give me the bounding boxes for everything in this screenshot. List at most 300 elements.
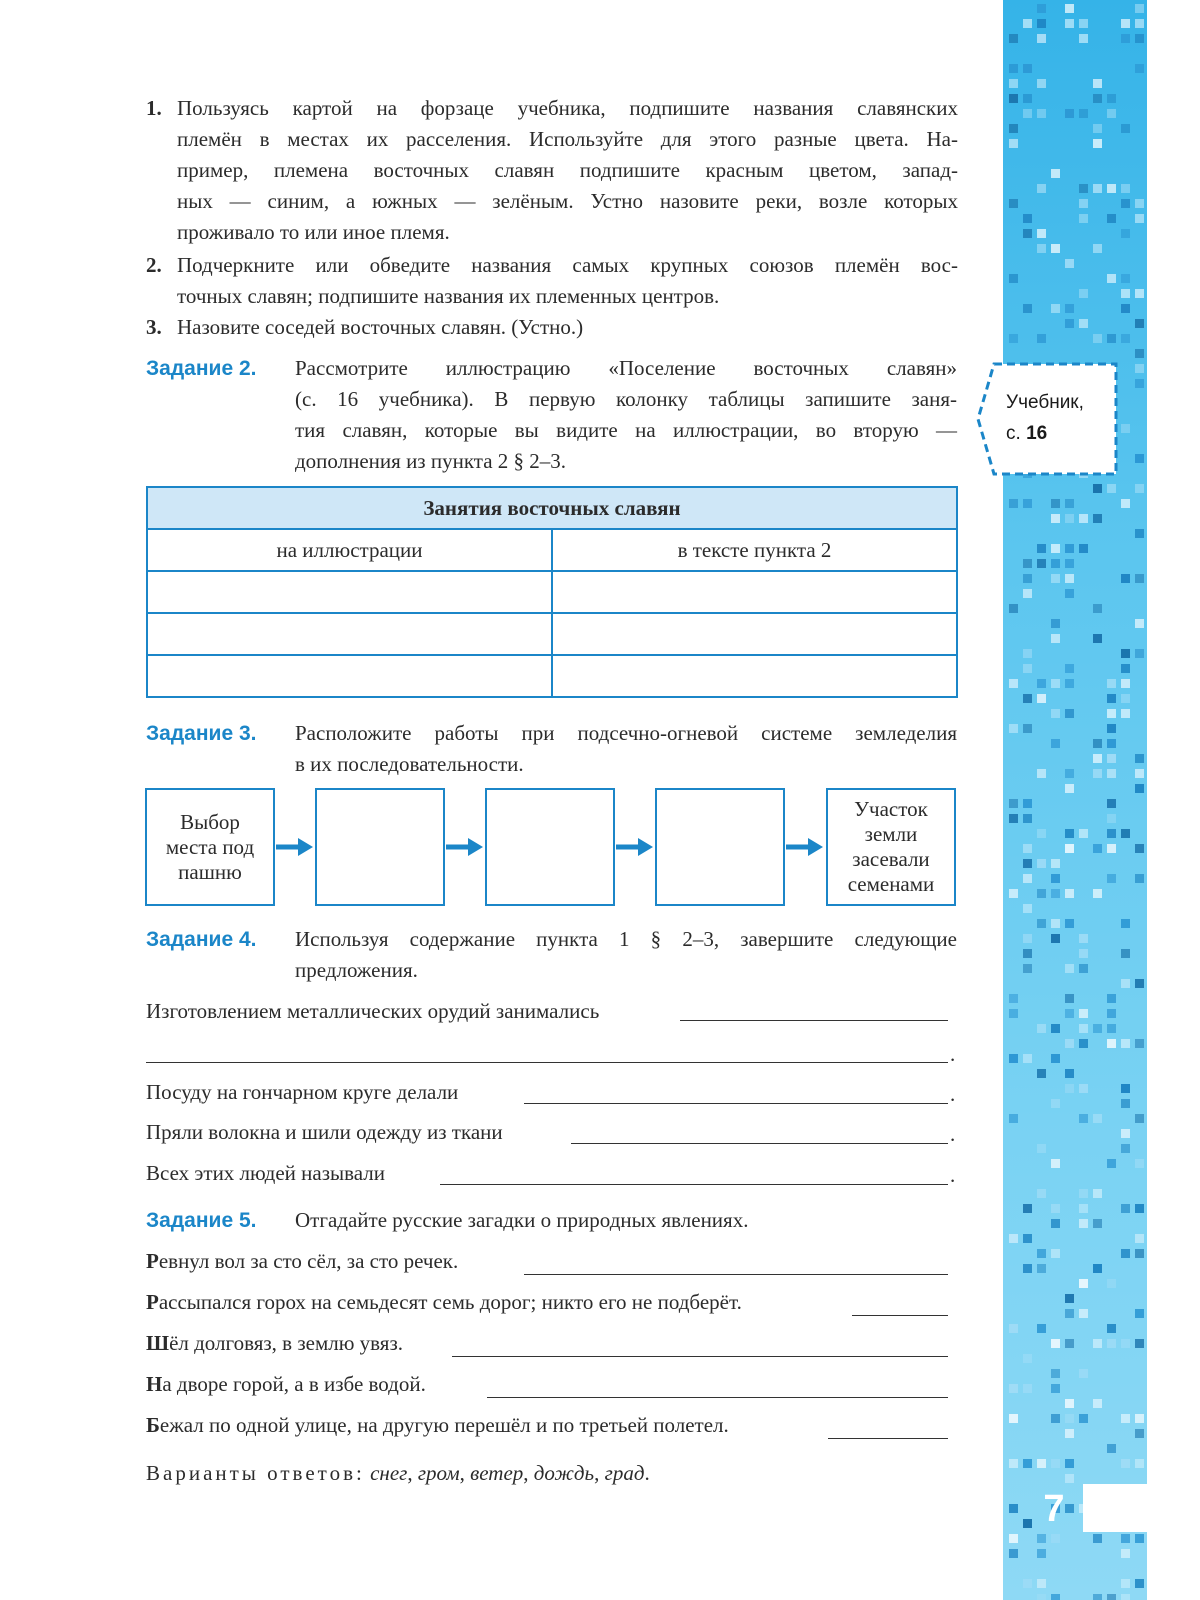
decorative-square [1037,334,1046,343]
flow-step-empty[interactable] [315,788,445,906]
decorative-square [1009,1504,1018,1513]
decorative-square [1023,1054,1032,1063]
decorative-square [1065,1414,1074,1423]
decorative-square [1107,1594,1116,1600]
decorative-square [1009,994,1018,1003]
answer-line[interactable] [828,1438,948,1439]
reference-frame-icon [976,362,1118,476]
decorative-square [1051,1459,1060,1468]
decorative-square [1023,94,1032,103]
decorative-square [1065,19,1074,28]
decorative-square [1023,664,1032,673]
decorative-square [1023,934,1032,943]
decorative-square [1093,1219,1102,1228]
decorative-square [1009,124,1018,133]
decorative-square [1037,229,1046,238]
decorative-square [1037,4,1046,13]
decorative-square [1009,1414,1018,1423]
decorative-square [1051,1159,1060,1168]
item-1: 1. Пользуясь картой на форзаце учебника, подпишите названия славянских племён в местах их расселения. Используйте для этого разные цвета. На- пример, племена восточных славян подпишите красным цветом, запад- ных — синим, а южных — зелёным. Устно назовите реки, возле которых проживало то или иное племя. [146,96,958,244]
decorative-square [1009,1534,1018,1543]
period: . [950,1082,956,1106]
decorative-square [1107,844,1116,853]
decorative-square [1107,1159,1116,1168]
decorative-square [1051,889,1060,898]
decorative-square [1023,1354,1032,1363]
decorative-square [1065,664,1074,673]
decorative-square [1065,964,1074,973]
decorative-square [1079,964,1088,973]
decorative-square [1065,1399,1074,1408]
decorative-square [1037,1264,1046,1273]
decorative-square [1121,334,1130,343]
decorative-square [1009,1234,1018,1243]
decorative-square [1107,709,1116,718]
decorative-square [1037,1579,1046,1588]
table-answer-cell[interactable] [553,572,956,612]
period: . [950,1163,956,1187]
decorative-square [1023,19,1032,28]
decorative-square [1023,499,1032,508]
decorative-square [1009,34,1018,43]
sentence-pottery: Посуду на гончарном круге делали [146,1080,459,1104]
decorative-square [1065,544,1074,553]
decorative-square [1009,889,1018,898]
decorative-square [1135,364,1144,373]
decorative-square [1107,184,1116,193]
decorative-square [1135,1579,1144,1588]
decorative-square [1023,859,1032,868]
task-3-label: Задание 3. [146,722,257,745]
decorative-square [1121,1084,1130,1093]
decorative-square [1037,109,1046,118]
decorative-square [1051,1024,1060,1033]
decorative-square [1065,304,1074,313]
sentence-metal-tools: Изготовлением металлических орудий занимались [146,999,600,1023]
decorative-square [1051,1204,1060,1213]
decorative-square [1051,1219,1060,1228]
decorative-square [1093,1339,1102,1348]
decorative-square [1079,199,1088,208]
period: . [950,1122,956,1146]
decorative-square [1093,1024,1102,1033]
decorative-square [1093,94,1102,103]
decorative-square [1051,169,1060,178]
decorative-square [1093,184,1102,193]
decorative-square [1121,1204,1130,1213]
decorative-square [1023,214,1032,223]
task-5-text: Отгадайте русские загадки о природных явлениях. [295,1208,749,1232]
decorative-square [1065,1294,1074,1303]
decorative-square [1065,559,1074,568]
decorative-square [1079,1309,1088,1318]
decorative-square [1051,499,1060,508]
flow-step-empty[interactable] [655,788,785,906]
decorative-square [1065,829,1074,838]
reference-label: Учебник, [1006,392,1084,413]
decorative-square [1121,709,1130,718]
decorative-square [1121,1579,1130,1588]
decorative-square [1009,1459,1018,1468]
occupations-table [146,486,958,698]
decorative-square [1023,649,1032,658]
decorative-square [1037,1594,1046,1600]
table-header-illustration: на иллюстрации [276,538,423,562]
decorative-square [1065,1309,1074,1318]
decorative-square [1135,649,1144,658]
riddle-2: Рассыпался горох на семьдесят семь дорог; никто его не подберёт. [146,1290,742,1314]
decorative-square [1079,1024,1088,1033]
decorative-square [1051,634,1060,643]
decorative-square [1107,1009,1116,1018]
decorative-square [1051,1249,1060,1258]
decorative-square [1093,769,1102,778]
decorative-square [1051,859,1060,868]
decorative-square [1107,874,1116,883]
answer-line[interactable] [146,1062,948,1063]
decorative-square [1037,1024,1046,1033]
task-3-text: Расположите работы при подсечно-огневой системе земледелия в их последовательности. [295,721,957,776]
decorative-square [1037,919,1046,928]
decorative-square [1009,1054,1018,1063]
decorative-square [1107,724,1116,733]
decorative-square [1037,184,1046,193]
decorative-square [1037,679,1046,688]
decorative-square [1023,694,1032,703]
decorative-square [1009,274,1018,283]
decorative-square [1023,574,1032,583]
decorative-square [1121,184,1130,193]
decorative-square [1065,919,1074,928]
item-2: 2. Подчеркните или обведите названия самых крупных союзов племён вос- точных славян; подпишите названия их племенных центров. [146,253,958,308]
decorative-square [1051,1054,1060,1063]
decorative-square [1065,889,1074,898]
decorative-square [1121,1039,1130,1048]
decorative-square [1023,109,1032,118]
decorative-square [1135,1039,1144,1048]
arrow-right-icon [446,837,484,857]
decorative-square [1051,244,1060,253]
decorative-square [1107,814,1116,823]
decorative-square [1037,34,1046,43]
decorative-square [1065,844,1074,853]
decorative-square [1079,1279,1088,1288]
decorative-square [1093,1534,1102,1543]
task-4-text: Используя содержание пункта 1 § 2–3, завершите следующие предложения. [295,927,957,982]
decorative-square [1135,1249,1144,1258]
decorative-square [1023,1234,1032,1243]
decorative-square [1051,574,1060,583]
decorative-square [1079,1114,1088,1123]
decorative-square [1121,1534,1130,1543]
decorative-square [1079,1039,1088,1048]
table-answer-cell[interactable] [553,614,956,654]
decorative-square [1107,1039,1116,1048]
answer-line[interactable] [487,1397,948,1398]
riddle-4: На дворе горой, а в избе водой. [146,1372,426,1396]
decorative-square [1135,214,1144,223]
decorative-square [1121,679,1130,688]
decorative-square [1121,19,1130,28]
decorative-square [1009,1549,1018,1558]
decorative-square [1037,889,1046,898]
decorative-square [1079,19,1088,28]
decorative-square [1065,784,1074,793]
flow-step-first: Выбор места под пашню [145,788,275,906]
decorative-square [1093,1594,1102,1600]
decorative-square [1023,814,1032,823]
decorative-square [1051,739,1060,748]
decorative-square [1037,859,1046,868]
decorative-square [1079,1414,1088,1423]
decorative-square [1037,829,1046,838]
decorative-square [1079,1219,1088,1228]
decorative-square [1107,679,1116,688]
decorative-square [1135,1414,1144,1423]
decorative-square [1135,784,1144,793]
arrow-right-icon [276,837,314,857]
decorative-square [1009,139,1018,148]
decorative-square [1051,1099,1060,1108]
answer-line[interactable] [680,1020,948,1021]
decorative-square [1023,964,1032,973]
decorative-square [1009,94,1018,103]
decorative-square [1121,1414,1130,1423]
decorative-square [1135,289,1144,298]
decorative-square [1135,1339,1144,1348]
decorative-square [1121,1594,1130,1600]
decorative-square [1135,529,1144,538]
decorative-square [1051,1594,1060,1600]
decorative-square [1107,214,1116,223]
period: . [950,1042,956,1066]
decorative-square [1121,1459,1130,1468]
decorative-square [1037,244,1046,253]
decorative-square [1107,1339,1116,1348]
decorative-square [1023,1579,1032,1588]
decorative-square [1023,64,1032,73]
decorative-square [1135,1159,1144,1168]
decorative-square [1135,484,1144,493]
task-2-label: Задание 2. [146,357,257,380]
decorative-square [1093,1264,1102,1273]
decorative-square [1079,949,1088,958]
decorative-square [1079,109,1088,118]
decorative-square [1065,769,1074,778]
answer-line[interactable] [524,1103,948,1104]
decorative-square [1023,1204,1032,1213]
decorative-square [1121,694,1130,703]
decorative-square [1051,679,1060,688]
decorative-square [1079,1009,1088,1018]
decorative-square [1121,289,1130,298]
decorative-square [1121,1129,1130,1138]
table-answer-cell[interactable] [553,656,956,696]
table-answer-cell[interactable] [148,656,551,696]
decorative-square [1065,1069,1074,1078]
decorative-square [1051,874,1060,883]
decorative-square [1107,1324,1116,1333]
decorative-square [1023,1384,1032,1393]
decorative-square [1065,709,1074,718]
decorative-square [1135,34,1144,43]
answer-line[interactable] [452,1356,948,1357]
decorative-square [1135,1234,1144,1243]
decorative-square [1107,1024,1116,1033]
decorative-square [1037,1069,1046,1078]
decorative-square [1051,619,1060,628]
decorative-square [1135,874,1144,883]
decorative-square [1093,739,1102,748]
decorative-square [1065,4,1074,13]
decorative-square [1135,349,1144,358]
flow-step-last: Участок земли засевали семенами [826,788,956,906]
riddle-5: Бежал по одной улице, на другую перешёл и по третьей полетел. [146,1413,729,1437]
decorative-square [1051,1414,1060,1423]
decorative-square [1079,934,1088,943]
decorative-square [1009,334,1018,343]
answer-line[interactable] [524,1274,948,1275]
decorative-square [1107,484,1116,493]
decorative-square [1093,604,1102,613]
decorative-square [1121,949,1130,958]
decorative-square [1121,979,1130,988]
decorative-square [1009,604,1018,613]
decorative-square [1023,1459,1032,1468]
decorative-square [1135,619,1144,628]
decorative-square [1093,484,1102,493]
page-number-bar [1083,1484,1147,1532]
decorative-square [1079,514,1088,523]
decorative-square [1023,1264,1032,1273]
decorative-square [1065,109,1074,118]
decorative-square [1037,1189,1046,1198]
decorative-square [1135,1309,1144,1318]
decorative-square [1023,799,1032,808]
decorative-square [1135,64,1144,73]
decorative-square [1093,244,1102,253]
decorative-square [1135,199,1144,208]
decorative-square [1107,1444,1116,1453]
decorative-square [1107,694,1116,703]
task-2-text: Рассмотрите иллюстрацию «Поселение восточных славян» (с. 16 учебника). В первую колонку таблицы запишите заня- тия славян, которые вы видите на иллюстрации, во вторую — дополнения из пункта 2 § 2–3. [295,356,957,473]
decorative-square [1023,844,1032,853]
decorative-square [1065,574,1074,583]
decorative-square [1135,754,1144,763]
decorative-square [1107,994,1116,1003]
reference-page: с. 16 [1006,423,1048,444]
decorative-square [1023,874,1032,883]
decorative-square [1065,589,1074,598]
item-3: 3. Назовите соседей восточных славян. (Устно.) [146,315,584,339]
decorative-square [1023,559,1032,568]
decorative-square [1121,919,1130,928]
decorative-square [1051,934,1060,943]
decorative-square [1121,424,1130,433]
decorative-square [1037,79,1046,88]
decorative-square [1037,1144,1046,1153]
decorative-square [1079,319,1088,328]
decorative-square [1093,844,1102,853]
decorative-square [1079,214,1088,223]
decorative-square [1037,769,1046,778]
decorative-square [1135,1114,1144,1123]
table-title: Занятия восточных славян [148,488,956,530]
decorative-square [1121,499,1130,508]
table-answer-cell[interactable] [148,572,551,612]
decorative-square [1023,304,1032,313]
decorative-square [1051,709,1060,718]
decorative-square [1121,199,1130,208]
sentence-weaving: Пряли волокна и шили одежду из ткани [146,1120,503,1144]
decorative-square [1065,1009,1074,1018]
decorative-square [1093,889,1102,898]
answer-line[interactable] [852,1315,948,1316]
decorative-square [1121,664,1130,673]
decorative-square [1037,1324,1046,1333]
riddle-1: Ревнул вол за сто сёл, за сто речек. [146,1249,459,1273]
decorative-square [1121,304,1130,313]
decorative-square [1093,334,1102,343]
decorative-square [1121,1549,1130,1558]
page-number: 7 [1043,1488,1065,1530]
decorative-square [1121,649,1130,658]
textbook-reference [976,362,1118,476]
decorative-square [1135,454,1144,463]
decorative-square [1037,1549,1046,1558]
decorative-square [1037,694,1046,703]
decorative-square [1121,574,1130,583]
decorative-square [1009,64,1018,73]
decorative-square [1135,379,1144,388]
task-5-label: Задание 5. [146,1209,257,1232]
decorative-square [1051,1384,1060,1393]
decorative-square [1093,514,1102,523]
answer-line[interactable] [440,1184,948,1185]
decorative-square [1135,1459,1144,1468]
arrow-right-icon [786,837,824,857]
decorative-square [1079,829,1088,838]
decorative-square [1009,724,1018,733]
decorative-square [1065,319,1074,328]
decorative-square [1009,1384,1018,1393]
decorative-square [1121,1099,1130,1108]
decorative-square [1009,1324,1018,1333]
decorative-square [1107,274,1116,283]
answer-line[interactable] [571,1143,948,1144]
flow-step-empty[interactable] [485,788,615,906]
decorative-square [1121,124,1130,133]
table-header-text: в тексте пункта 2 [677,538,832,562]
sentence-craftsmen: Всех этих людей называли [146,1161,385,1185]
decorative-square [1107,1279,1116,1288]
decorative-square [1093,139,1102,148]
decorative-square [1121,1144,1130,1153]
table-answer-cell[interactable] [148,614,551,654]
decorative-square [1093,754,1102,763]
decorative-square [1065,1339,1074,1348]
decorative-square [1023,589,1032,598]
decorative-square [1093,634,1102,643]
decorative-square [1023,229,1032,238]
decorative-square [1065,499,1074,508]
arrow-right-icon [616,837,654,857]
decorative-square [1051,559,1060,568]
decorative-square [1009,199,1018,208]
decorative-square [1079,34,1088,43]
decorative-square [1135,979,1144,988]
decorative-square [1093,1189,1102,1198]
